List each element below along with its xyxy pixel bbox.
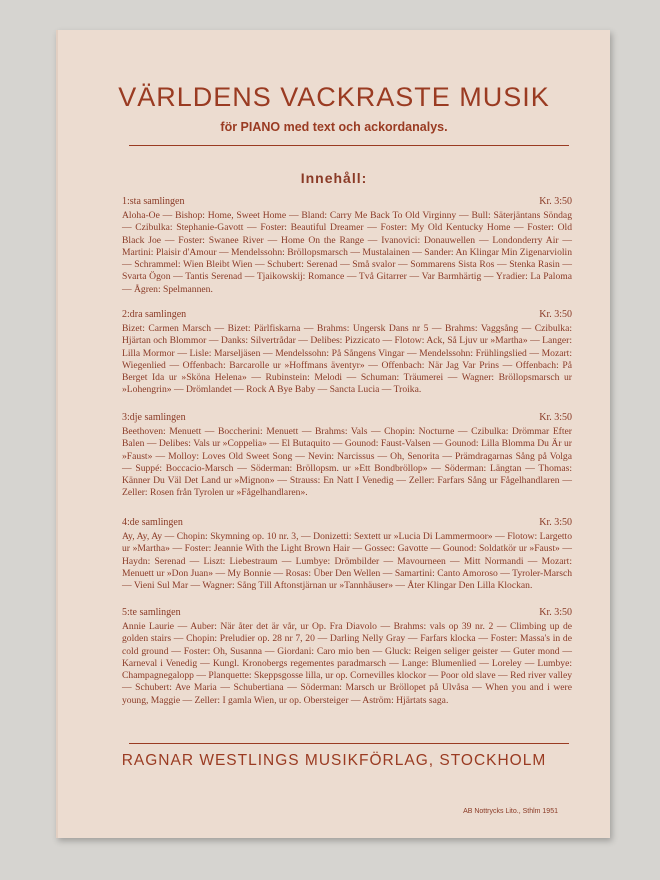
- top-divider: [129, 145, 569, 146]
- collection-price: Kr. 3:50: [539, 607, 572, 618]
- collection-1: [122, 196, 572, 296]
- collection-price: Kr. 3:50: [539, 309, 572, 320]
- collection-name: 2:dra samlingen: [122, 309, 187, 320]
- collection-contents: Aloha-Oe — Bishop: Home, Sweet Home — Bland: Carry Me Back To Old Virginny — Bull: Säterjäntans Söndag — Czibulka: Stephanie-Gavott — Foster: Beautiful Dreamer — Foster: My Old Kentucky Home — Foster: Old Black Joe — Foster: Swanee River — Home On the Range — Ivanovici: Donauwellen — Londonderry Air — Martini: Plaisir d'Amour — Mendelssohn: Bröllopsmarsch — Mustalainen — Sander: An Klingar Min Zigenarviolin — Schrammel: Wien Bleibt Wien — Schubert: Serenad — Små svalor — Sommarens Sista Ros — Stenka Rasin — Svarta Ögon — Tantis Serenad — Tjaikowskij: Romance — Två Gitarrer — Var Barmhärtig — Yradier: La Paloma — Ågren: Spelmannen.: [122, 210, 572, 295]
- collection-contents: Beethoven: Menuett — Boccherini: Menuett — Brahms: Vals — Chopin: Nocturne — Czibulka: Drömmar Efter Balen — Delibes: Vals ur »Coppelia» — El Butaquito — Gounod: Faust-Valsen — Gounod: Lilla Blomma Du Är ur »Faust» — Molloy: Loves Old Sweet Song — Nevin: Narcissus — Oh, Senorita — Prämdragarnas Sång på Volga — Suppé: Boccacio-Marsch — Söderman: Bröllopsm. ur »Ett Bondbröllop» — Söderman: Längtan — Thomas: Känner Du Väl Det Land ur »Mignon» — Strauss: En Natt I Venedig — Zeller: Farfars Sång ur Fågelhandlaren — Zeller: Rosen från Tyrolen ur »Fågelhandlaren».: [122, 426, 572, 499]
- publisher-footer: RAGNAR WESTLINGS MUSIKFÖRLAG, STOCKHOLM: [121, 752, 547, 769]
- collection-name: 4:de samlingen: [122, 517, 183, 528]
- collection-contents: Annie Laurie — Auber: När åter det är vår, ur Op. Fra Diavolo — Brahms: vals op 39 nr. 2 — Climbing up de golden stairs — Chopin: Preludier op. 28 nr 7, 20 — Darling Nelly Gray — Farfars klocka — Foster: Massa's in de cold ground — Foster: Oh, Susanna — Giordani: Caro mio ben — Gluck: Reigen seliger geister — Guter mond — Karneval i Venedig — Kungl. Kronobergs regementes paradmarsch — Lange: Blumenlied — Loreley — Lumbye: Champagnegalopp — Planquette: Skeppsgosse lilla, ur op. Cornevilles klockor — Poor old slave — Red river valley — Schubert: Ave Maria — Schubertiana — Söderman: Marsch ur Bröllopet på Ulvåsa — When you and i were young, Maggie — Zeller: I gamla Wien, ur op. Obersteiger — Aström: Hjärtats saga.: [122, 621, 572, 706]
- collection-price: Kr. 3:50: [539, 517, 572, 528]
- collection-4: [122, 517, 572, 592]
- collection-name: 5:te samlingen: [122, 607, 181, 618]
- collection-name: 3:dje samlingen: [122, 412, 186, 423]
- collection-contents: Ay, Ay, Ay — Chopin: Skymning op. 10 nr. 3, — Donizetti: Sextett ur »Lucia Di Lammermoor» — Flotow: Largetto ur »Martha» — Foster: Jeannie With the Light Brown Hair — Gossec: Gavotte — Gounod: Soldatkör ur »Faust» — Haydn: Serenad — Liszt: Liebestraum — Lumbye: Drömbilder — Mavourneen — Mitt Normandi — Mozart: Menuett ur »Don Juan» — My Bonnie — Rosas: Über Den Wellen — Samartini: Canto Amoroso — Tyroler-Marsch — Vieni Sul Mar — Wagner: Sång Till Aftonstjärnan ur »Tannhäuser» — Åter Klingar Den Lilla Klockan.: [122, 531, 572, 592]
- collection-contents: Bizet: Carmen Marsch — Bizet: Pärlfiskarna — Brahms: Ungersk Dans nr 5 — Brahms: Vaggsång — Czibulka: Hjärtan och Blommor — Danks: Silvertrådar — Delibes: Pizzicato — Flotow: Ack, Så Ljuv ur »Martha» — Langer: Lilla Mormor — Lisle: Marseljäsen — Mendelssohn: På Sångens Vingar — Mendelssohn: Frühlingslied — Mozart: Wiegenlied — Offenbach: Barcarolle ur »Hoffmans äventyr» — Offenbach: När Jag Var Prins — Offenbach: På Berget Ida ur »Sköna Helena» — Rubinstein: Melodi — Schuman: Träumerei — Wagner: Bröllopsmarsch ur »Lohengrin» — Drömlandet — Rock A Bye Baby — Sancta Lucia — Troika.: [122, 323, 572, 396]
- page-subtitle: för PIANO med text och ackordanalys.: [220, 120, 448, 134]
- collection-3: [122, 412, 572, 500]
- contents-heading: Innehåll:: [300, 170, 368, 186]
- bottom-divider: [129, 743, 569, 744]
- printer-imprint: AB Nottrycks Lito., Sthlm 1951: [463, 808, 558, 815]
- page-title: VÄRLDENS VACKRASTE MUSIK: [118, 82, 550, 112]
- collection-price: Kr. 3:50: [539, 412, 572, 423]
- collection-name: 1:sta samlingen: [122, 196, 185, 207]
- sheet-music-cover: [56, 30, 610, 838]
- collection-5: [122, 607, 572, 707]
- collection-2: [122, 309, 572, 397]
- collection-price: Kr. 3:50: [539, 196, 572, 207]
